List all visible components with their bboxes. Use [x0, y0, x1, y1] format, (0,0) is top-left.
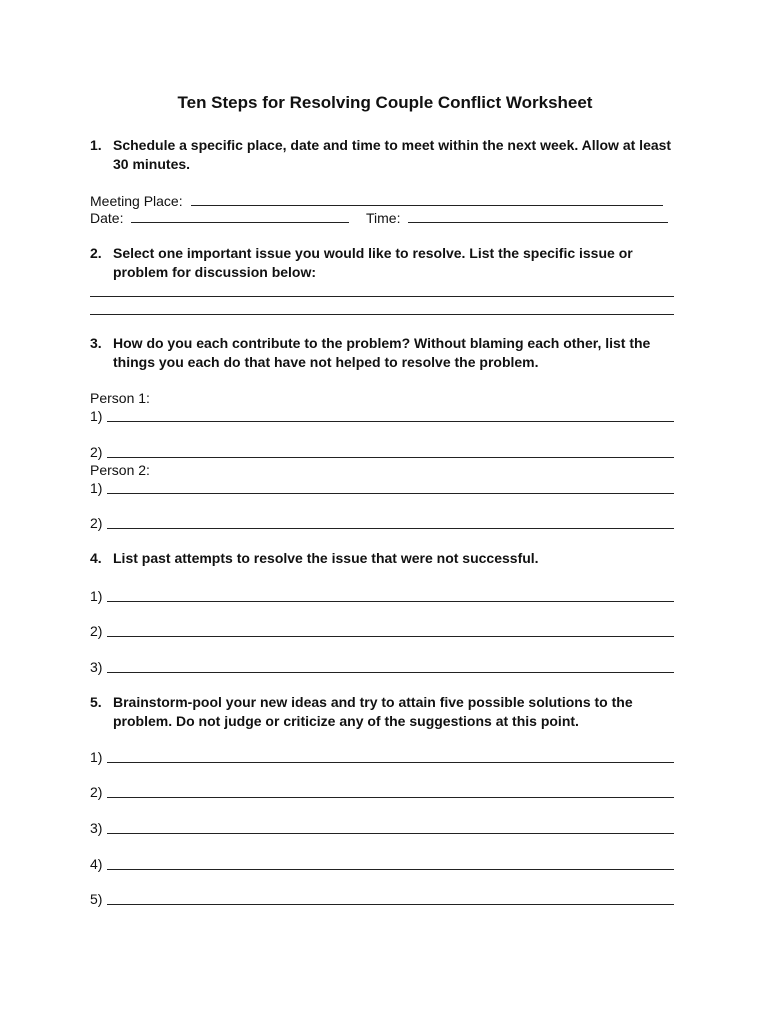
- person-1-answer-1[interactable]: [107, 407, 674, 422]
- step-number: 3.: [90, 335, 102, 351]
- item-number: 1): [90, 408, 103, 424]
- item-number: 2): [90, 623, 103, 639]
- step-instruction: List past attempts to resolve the issue that were not successful.: [113, 550, 539, 566]
- meeting-place-label: Meeting Place:: [90, 193, 183, 209]
- person-2-label: Person 2:: [90, 462, 150, 478]
- person-2-answer-1[interactable]: [107, 479, 674, 494]
- solution-3[interactable]: [107, 819, 674, 834]
- item-number: 2): [90, 444, 103, 460]
- step-4: [90, 549, 690, 568]
- step-instruction: Select one important issue you would like to resolve. List the specific issue or problem for discussion below:: [113, 245, 633, 280]
- time-row: [366, 208, 668, 227]
- solution-5[interactable]: [107, 890, 674, 905]
- date-row: [90, 208, 349, 227]
- item-number: 3): [90, 659, 103, 675]
- step-instruction: How do you each contribute to the problem? Without blaming each other, list the things you each do that have not helped to resolve the problem.: [113, 335, 651, 370]
- item-number: 4): [90, 856, 103, 872]
- meeting-place-field[interactable]: [191, 191, 663, 206]
- date-field[interactable]: [131, 208, 349, 223]
- person-1-answer-2[interactable]: [107, 443, 674, 458]
- issue-line-2[interactable]: [90, 300, 674, 315]
- person-1-label: Person 1:: [90, 390, 150, 406]
- step-instruction: Brainstorm-pool your new ideas and try to attain five possible solutions to the problem. Do not judge or criticize any of the suggestions at this point.: [113, 694, 633, 729]
- step-2: [90, 244, 690, 282]
- time-field[interactable]: [408, 208, 668, 223]
- past-attempt-1[interactable]: [107, 587, 674, 602]
- solution-2[interactable]: [107, 783, 674, 798]
- step-number: 4.: [90, 550, 102, 566]
- item-number: 3): [90, 820, 103, 836]
- solution-4[interactable]: [107, 855, 674, 870]
- step-1: [90, 136, 690, 174]
- step-instruction: Schedule a specific place, date and time to meet within the next week. Allow at least 30 minutes.: [113, 137, 672, 172]
- issue-line-1[interactable]: [90, 282, 674, 297]
- worksheet-title: Ten Steps for Resolving Couple Conflict Worksheet: [177, 93, 593, 112]
- item-number: 1): [90, 588, 103, 604]
- step-number: 5.: [90, 694, 102, 710]
- item-number: 1): [90, 480, 103, 496]
- past-attempt-2[interactable]: [107, 622, 674, 637]
- item-number: 1): [90, 749, 103, 765]
- item-number: 2): [90, 784, 103, 800]
- step-3: [90, 334, 690, 372]
- solution-1[interactable]: [107, 748, 674, 763]
- item-number: 5): [90, 891, 103, 907]
- date-label: Date:: [90, 210, 124, 226]
- person-2-answer-2[interactable]: [107, 514, 674, 529]
- step-number: 2.: [90, 245, 102, 261]
- step-5: [90, 693, 690, 731]
- past-attempt-3[interactable]: [107, 658, 674, 673]
- step-number: 1.: [90, 137, 102, 153]
- item-number: 2): [90, 515, 103, 531]
- time-label: Time:: [366, 210, 401, 226]
